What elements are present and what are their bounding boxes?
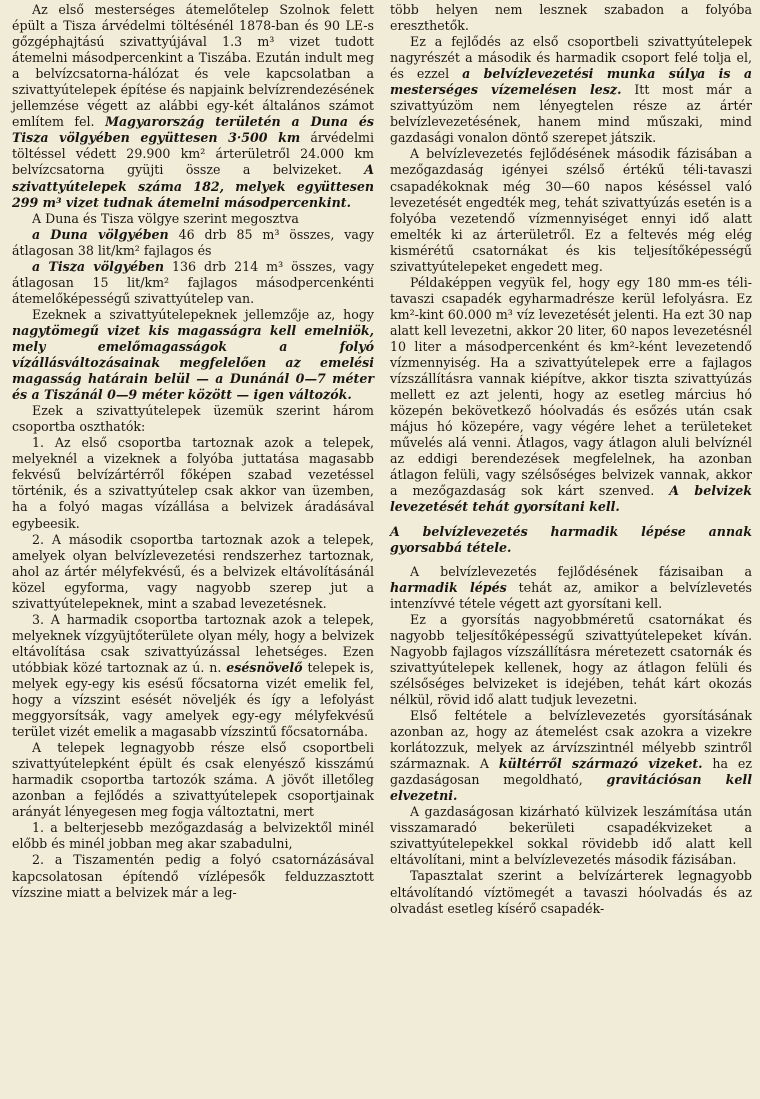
paragraph: A telepek legnagyobb része első csoportbeli szivattyútelepként épült és csak elenyésző kisszámú harmadik csoportba tartozók száma. A jövőt illetőleg azonban a fejlődés a szivattyútelepek csoportjainak arányát lényegesen meg fogja változtatni, mert [12, 740, 374, 820]
paragraph: A belvízlevezetés fejlődésének fázisaiban a harmadik lépés tehát az, amikor a belvízlevetés intenzívvé tétele végett azt gyorsítani kell. [390, 563, 752, 611]
list-item: 2. A második csoportba tartoznak azok a telepek, amelyek olyan belvízlevezetési rendszerhez tartoznak, ahol az ártér mélyfekvésű, és a belvizek eltávolításánál közel egyforma, vagy nagyobb szerep jut a szivattyútelepeknek, mint a szabad levezetésnek. [12, 531, 374, 611]
left-column [12, 2, 374, 1099]
paragraph: a Tisza völgyében 136 drb 214 m³ összes, vagy átlagosan 15 lit/km² fajlagos másodpercenkénti átemelőképességű szivattyútelep van. [12, 258, 374, 306]
list-item: 3. A harmadik csoportba tartoznak azok a telepek, melyeknek vízgyüjtőterülete olyan mély, hogy a belvizek eltávolítása csak szivattyúzással lehetséges. Ezen utóbbiak közé tartoznak az ú. n. esésnövelő telepek is, melyek egy-egy kis esésű főcsatorna vizét emelik fel, hogy a vízszint esését növeljék és így a lefolyást meggyorsítsák, vagy amelyek egy-egy mélyfekvésű terület vizét emelik a magasabb vízszintű főcsatornába. [12, 611, 374, 740]
paragraph: A Duna és Tisza völgye szerint megosztva [32, 210, 299, 226]
paragraph: Ez a gyorsítás nagyobbméretű csatornákat és nagyobb teljesítőképességű szivattyútelepeket kíván. Nagyobb fajlagos vízszállításra méretezett csatornák és szivattyútelepek kellenek, hogy az átlagon felüli és szélsőséges belvizeket is idejében, tehát kárt okozás nélkül, rövid idő alatt tudjuk levezetni. [390, 611, 752, 707]
paragraph: Tapasztalat szerint a belvízárterek legnagyobb eltávolítandó víztömegét a tavaszi hóolvadás és az olvadást esetleg kísérő csapadék- [390, 868, 752, 916]
paragraph: Ezeknek a szivattyútelepeknek jellemzője az, hogy nagytömegű vizet kis magasságra kell emelniök, mely emelőmagasságok a folyó vízállásváltozásainak megfelelően az emelési magasság határain belül — a Dunánál 0—7 méter és a Tiszánál 0—9 méter között — igen változók. [12, 306, 374, 403]
paragraph: A gazdaságosan kizárható külvizek leszámítása után visszamaradó bekerületi csapadékvizeket a szivattyútelepekkel sokkal rövidebb idő alatt kell eltávolítani, mint a belvízlevezetés második fázisában. [390, 804, 752, 868]
paragraph: Ez a fejlődés az első csoportbeli szivattyútelepek nagyrészét a második és harmadik csoport felé tolja el, és ezzel a belvízlevezetési munka súlya is a mesterséges vízemelésen lesz. Itt most már a szivattyúzöm nem lényegtelen része az ártér belvízlevezetésének, hanem mind műszaki, mind gazdasági vonalon döntő szerepet játszik. [390, 34, 752, 146]
paragraph: több helyen nem lesznek szabadon a folyóba ereszthetők. [390, 2, 752, 34]
paragraph: Ezek a szivattyútelepek üzemük szerint három csoportba oszthatók: [12, 403, 374, 435]
section-heading: A belvízlevezetés harmadik lépése annak gyorsabbá tétele. [390, 523, 752, 555]
list-item: 1. Az első csoportba tartoznak azok a telepek, melyeknél a vizeknek a folyóba juttatása magasabb fekvésű belvízártérről főképen szabad vezetéssel történik, és a szivattyútelep csak akkor van üzemben, ha a folyó magas vízállása a belvizek áradásával egybeesik. [12, 435, 374, 531]
right-column [390, 2, 752, 1099]
list-item: 2. a Tiszamentén pedig a folyó csatornázásával kapcsolatosan építendő vízlépesők felduzzasztott vízszine miatt a belvizek már a leg- [12, 852, 374, 900]
list-item: 1. a belterjesebb mezőgazdaság a belvizektől minél előbb és minél jobban meg akar szabadulni, [12, 820, 374, 852]
paragraph: A belvízlevezetés fejlődésének második fázisában a mezőgazdaság igényei szélső értékű téli-tavaszi csapadékoknak még 30—60 napos késéssel való levezetését engedték meg, tehát szivattyúzás esetén is a folyóba vezetendő vízmennyiséget ennyi idő alatt emelték ki az árterületről. Ez a feltevés még elég kismérétű csatornákat és kis teljesítőképességű szivattyútelepeket engedett meg. [390, 146, 752, 274]
paragraph: Példaképpen vegyük fel, hogy egy 180 mm-es téli-tavaszi csapadék egyharmadrésze kerül lefolyásra. Ez km²-kint 60.000 m³ víz levezetését jelenti. Ha ezt 30 nap alatt kell levezetni, akkor 20 liter, 60 napos levezetésnél 10 liter a másodpercenként és km²-ként levezetendő vízmennyiség. Ha a szivattyútelepek erre a fajlagos vízszállításra vannak kiépítve, akkor tiszta szivattyúzás mellett ez azt jelenti, hogy az esetleg március hó közepén bekövetkező hóolvadás és esőzés után csak május hó közepére, vagy végére lehet a területeket művelés alá venni. Átlagos, vagy átlagon aluli belvíznél az eddigi berendezések megfelelnek, ha azonban átlagon felüli, vagy szélsőséges belvizek vannak, akkor a mezőgazdaság sok kárt szenved. A belvizek levezetését tehát gyorsítani kell. [390, 274, 752, 515]
paragraph: a Duna völgyében 46 drb 85 m³ összes, vagy átlagosan 38 lit/km² fajlagos és [12, 226, 375, 258]
paragraph: Első feltétele a belvízlevezetés gyorsításának azonban az, hogy az átemelést csak azokra a vizekre korlátozzuk, melyek az árvízszintnél mélyebb szintről származnak. A kültérről származó vizeket. ha ez gazdaságosan megoldható, gravitációsan kell elvezetni. [390, 708, 752, 804]
paragraph: Az első mesterséges átemelőtelep Szolnok felett épült a Tisza árvédelmi töltésénél 1878-ban és 90 LE-s gőzgéphajtású szivattyújával 1.3 m³ vizet tudott átemelni másodpercenkint a Tiszába. Ezután indult meg a belvízcsatorna-hálózat és vele kapcsolatban a szivattyútelepek építése és napjaink belvízrendezésének jellemzése végett az alábbi egy-két általános számot említem fel. Magyarország területén a Duna és Tisza völgyében együttesen 3·500 km árvédelmi töltéssel védett 29.900 km² árterületről 24.000 km belvízcsatorna gyüjti össze a belvizeket. A szivattyútelepek száma 182, melyek együttesen 299 m³ vizet tudnak átemelni másodpercenkint. [12, 2, 374, 210]
